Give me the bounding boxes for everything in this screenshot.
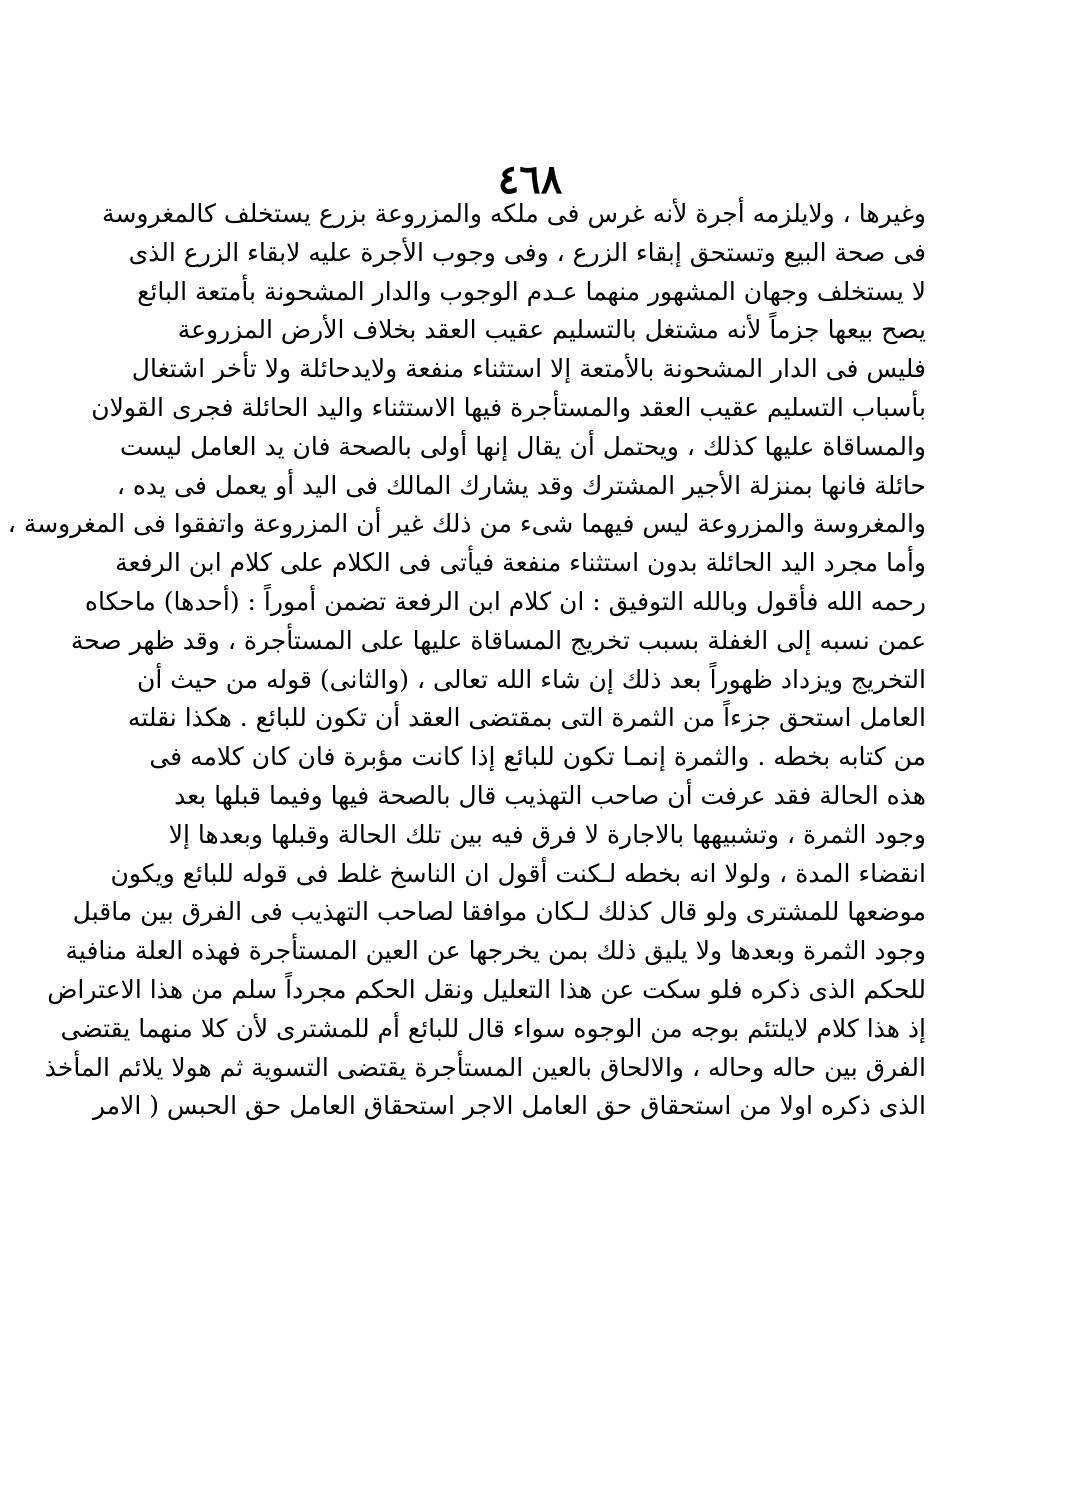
text-line: بأسباب التسليم عقيب العقد والمستأجرة فيها الاستثناء واليد الحائلة فجرى القولان <box>91 392 926 422</box>
text-line: وجود الثمرة ، وتشبيهها بالاجارة لا فرق فيه بين تلك الحالة وقبلها وبعدها إلا <box>168 819 926 849</box>
body-text <box>7 195 926 1126</box>
text-line: والمغروسة والمزروعة ليس فيهما شىء من ذلك غير أن المزروعة واتفقوا فى المغروسة ، <box>7 509 926 539</box>
text-line: رحمه الله فأقول وبالله التوفيق : ان كلام ابن الرفعة تضمن أموراً : (أحدها) ماحكاه <box>84 586 926 616</box>
text-line: فليس فى الدار المشحونة بالأمتعة إلا استثناء منفعة ولايدحائلة ولا تأخر اشتغال <box>131 354 926 384</box>
text-line: يصح بيعها جزماً لأنه مشتغل بالتسليم عقيب العقد بخلاف الأرض المزروعة <box>177 315 926 345</box>
text-line: موضعها للمشترى ولو قال كذلك لـكان موافقا لصاحب التهذيب فى الفرق بين ماقبل <box>72 897 926 927</box>
text-line: من كتابه بخطه . والثمرة إنمـا تكون للبائع إذا كانت مؤبرة فان كان كلامه فى <box>149 742 926 772</box>
text-line: لا يستخلف وجهان المشهور منهما عـدم الوجوب والدار المشحونة بأمتعة البائع <box>137 276 926 306</box>
text-line: وجود الثمرة وبعدها ولا يليق ذلك بمن يخرجها عن العين المستأجرة فهذه العلة منافية <box>65 936 926 966</box>
text-line: للحكم الذى ذكره فلو سكت عن هذا التعليل ونقل الحكم مجرداً سلم من هذا الاعتراض <box>47 974 926 1004</box>
text-line: التخريج ويزداد ظهوراً بعد ذلك إن شاء الله تعالى ، (والثانى) قوله من حيث أن <box>136 664 926 694</box>
text-line: حائلة فانها بمنزلة الأجير المشترك وقد يشارك المالك فى اليد أو يعمل فى يده ، <box>116 470 926 500</box>
text-line: الفرق بين حاله وحاله ، والالحاق بالعين المستأجرة يقتضى التسوية ثم هولا يلائم المأخذ <box>44 1052 926 1082</box>
text-line: وأما مجرد اليد الحائلة بدون استثناء منفعة فيأتى فى الكلام على كلام ابن الرفعة <box>115 548 926 578</box>
text-line: العامل استحق جزءاً من الثمرة التى بمقتضى العقد أن تكون للبائع . هكذا نقلته <box>127 703 926 733</box>
text-line: إذ هذا كلام لايلتئم بوجه من الوجوه سواء قال للبائع أم للمشترى لأن كلا منهما يقتضى <box>60 1013 926 1043</box>
text-line: الذى ذكره اولا من استحقاق حق العامل الاجر استحقاق العامل حق الحبس ( الامر <box>92 1091 926 1121</box>
text-line: انقضاء المدة ، ولولا انه بخطه لـكنت أقول ان الناسخ غلط فى قوله للبائع ويكون <box>110 858 926 888</box>
text-line: هذه الحالة فقد عرفت أن صاحب التهذيب قال بالصحة فيها وفيما قبلها بعد <box>174 780 926 810</box>
text-line: والمساقاة عليها كذلك ، ويحتمل أن يقال إنها أولى بالصحة فان يد العامل ليست <box>120 431 926 461</box>
page-number: ٤٦٨ <box>497 156 563 203</box>
text-line: عمن نسبه إلى الغفلة بسبب تخريج المساقاة عليها على المستأجرة ، وقد ظهر صحة <box>70 625 926 655</box>
text-line: وغيرها ، ولايلزمه أجرة لأنه غرس فى ملكه والمزروعة بزرع يستخلف كالمغروسة <box>102 199 926 228</box>
text-line: فى صحة البيع وتستحق إبقاء الزرع ، وفى وجوب الأجرة عليه لابقاء الزرع الذى <box>128 237 926 267</box>
